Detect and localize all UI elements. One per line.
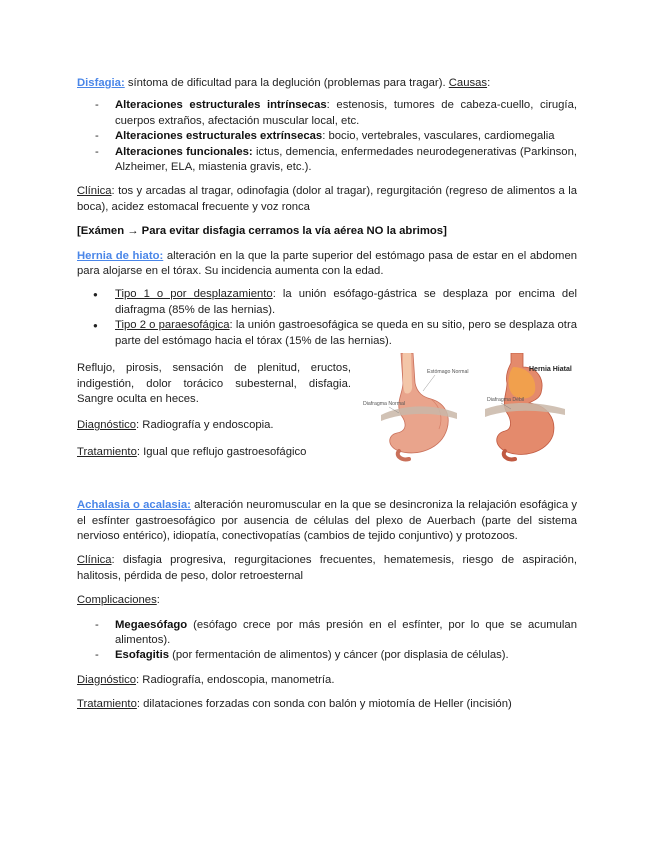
hernia-diagnostico: Diagnóstico: Radiografía y endoscopia.	[77, 419, 274, 432]
label-estomago-normal: Estómago Normal	[427, 369, 469, 376]
disfagia-paragraph: Disfagia: síntoma de dificultad para la deglución (problemas para tragar). Causas:	[77, 77, 491, 89]
acalasia-complicaciones: Complicaciones:	[77, 594, 160, 607]
hernia-symptoms: Reflujo, pirosis, sensación de plenitud, eructos, indigestión, dolor torácico subesternal, disfagia. Sangre oculta en heces.	[77, 362, 351, 405]
hernia-term[interactable]: Hernia de hiato:	[77, 249, 164, 262]
acalasia-term[interactable]: Achalasia o acalasia:	[77, 499, 191, 512]
acalasia-diagnostico: Diagnóstico: Radiografía, endoscopia, manometría.	[77, 673, 335, 686]
list-item: ● Tipo 2 o paraesofágica: la unión gastroesofágica se queda en su sitio, pero se desplaza otra parte del estómago hacia el tórax (15% de las hernias).	[77, 318, 577, 349]
acalasia-clinica: Clínica: disfagia progresiva, regurgitaciones frecuentes, hematemesis, riesgo de aspiración, halitosis, pérdida de peso, dolor retroesternal	[77, 554, 577, 582]
document-page	[77, 76, 577, 713]
list-item: - Esofagitis (por fermentación de alimentos) y cáncer (por displasia de células).	[77, 648, 577, 663]
clinica-label: Clínica	[77, 185, 112, 198]
causas-label: Causas	[448, 77, 488, 89]
hernia-types-list	[77, 287, 577, 349]
exam-note: [Exámen → Para evitar disfagia cerramos la vía aérea NO la abrimos]	[77, 225, 447, 238]
acalasia-complications-list	[77, 618, 577, 664]
list-item: - Megaesófago (esófago crece por más presión en el esfínter, por lo que se acumulan alimentos).	[77, 618, 577, 649]
hernia-tratamiento: Tratamiento: Igual que reflujo gastroesofágico	[77, 445, 307, 458]
hernia-detail-section	[77, 361, 577, 460]
label-hernia-hiatal: Hernia Hiatal	[529, 366, 572, 374]
acalasia-tratamiento: Tratamiento: dilataciones forzadas con sonda con balón y miotomía de Heller (incisión)	[77, 698, 512, 711]
disfagia-clinica: Clínica: tos y arcadas al tragar, odinofagia (dolor al tragar), regurgitación (regreso de alimentos a la boca), acidez estomacal frecuente y voz ronca	[77, 185, 577, 213]
list-item: - Alteraciones estructurales extrínsecas: bocio, vertebrales, vasculares, cardiomegalia	[77, 129, 577, 144]
hernia-paragraph: Hernia de hiato: alteración en la que la parte superior del estómago pasa de estar en el abdomen para alojarse en el tórax. Su incidencia aumenta con la edad.	[77, 249, 578, 278]
stomach-diagram	[361, 353, 579, 463]
label-diafragma-normal: Diafragma Normal	[363, 401, 406, 408]
disfagia-term[interactable]: Disfagia:	[77, 77, 125, 89]
list-item: ● Tipo 1 o por desplazamiento: la unión esófago-gástrica se desplaza por encima del diafragma (85% de las hernias).	[77, 287, 577, 318]
label-diafragma-debil: Diafragma Débil	[487, 397, 525, 404]
acalasia-paragraph: Achalasia o acalasia: alteración neuromuscular en la que se desincroniza la relajación esofágica y el esfínter gastroesofágico por ausencia de células del plexo de Auerbach (parte del sistema nervioso entérico), idiopatía, conectivopatías (cambios de tejido conjuntivo) y protozoos.	[77, 499, 577, 542]
list-item: - Alteraciones funcionales: ictus, demencia, enfermedades neurodegenerativas (Parkinson, Alzheimer, ELA, miastenia gravis, etc.).	[77, 145, 577, 176]
hiatal-hernia-illustration	[361, 353, 579, 463]
disfagia-causes-list	[77, 98, 577, 175]
list-item: - Alteraciones estructurales intrínsecas: estenosis, tumores de cabeza-cuello, cirugía, cuerpos extraños, afectación muscular local, etc.	[77, 98, 577, 129]
